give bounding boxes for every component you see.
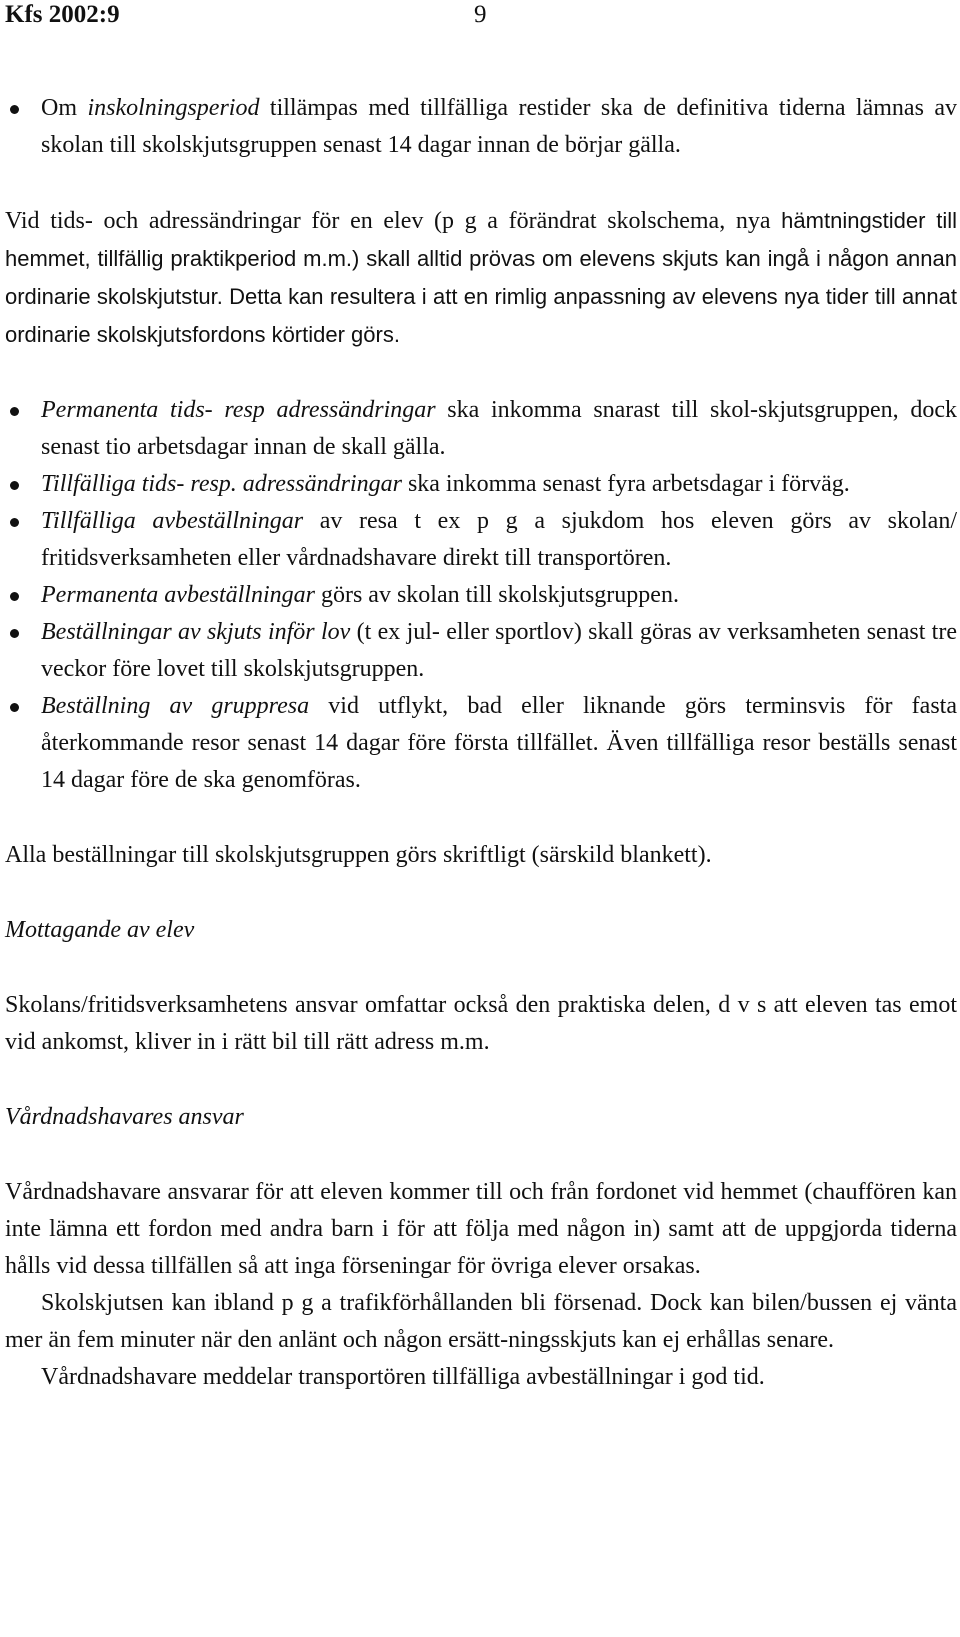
page-header — [5, 0, 957, 30]
paragraph-address-change: Vid tids- och adressändringar för en elev (p g a förändrat skolschema, nya hämtningstider till hemmet, tillfällig praktikperiod m.m.) skall alltid prövas om elevens skjuts kan ingå i någon annan ordinarie skolskjutstur. Detta kan resultera i att en rimlig anpassning av elevens nya tider till annat ordinarie skolskjutsfordons körtider görs. — [5, 208, 958, 347]
paragraph-all-orders: Alla beställningar till skolskjutsgruppen görs skriftligt (särskild blankett). — [5, 842, 712, 868]
document-page — [5, 0, 957, 1396]
heading-guardians: Vårdnadshavares ansvar — [5, 1104, 244, 1130]
paragraph-guardians-1: Vårdnadshavare ansvarar för att eleven kommer till och från fordonet vid hemmet (chauffören kan inte lämna ett fordon med andra barn i för att följa med någon in) samt att de uppgjorda tiderna hålls vid dessa tillfällen så att inga förseningar för övriga elever orsakas. — [5, 1179, 957, 1279]
bullet-temporary-cancellations: Tillfälliga avbeställningar av resa t ex p g a sjukdom hos eleven görs av skolan/ fritidsverksamheten eller vårdnadshavare direkt till transportören. — [5, 503, 957, 577]
bullet-group-travel: Beställning av gruppresa vid utflykt, bad eller liknande görs terminsvis för fasta återkommande resor senast 14 dagar före första tillfället. Även tillfälliga resor beställs senast 14 dagar före de ska genomföras. — [5, 688, 957, 799]
document-id: Kfs 2002:9 — [5, 1, 120, 28]
bullet-inskolning: Om inskolningsperiod tillämpas med tillfälliga restider ska de definitiva tiderna lämnas av skolan till skolskjutsgruppen senast 14 dagar innan de börjar gälla. — [5, 90, 957, 164]
paragraph-guardians-3: Vårdnadshavare meddelar transportören tillfälliga avbeställningar i god tid. — [41, 1364, 765, 1390]
bullet-holiday-orders: Beställningar av skjuts inför lov (t ex jul- eller sportlov) skall göras av verksamheten senast tre veckor före lovet till skolskjutsgruppen. — [5, 614, 957, 688]
paragraph-reception: Skolans/fritidsverksamhetens ansvar omfattar också den praktiska delen, d v s att eleven tas emot vid ankomst, kliver in i rätt bil till rätt adress m.m. — [5, 992, 957, 1055]
heading-reception: Mottagande av elev — [5, 917, 195, 943]
bullet-temporary-changes: Tillfälliga tids- resp. adressändringar ska inkomma senast fyra arbetsdagar i förväg. — [5, 466, 957, 503]
page-number: 9 — [474, 1, 487, 28]
bullet-permanent-cancellations: Permanenta avbeställningar görs av skolan till skolskjutsgruppen. — [5, 577, 957, 614]
bullet-permanent-changes: Permanenta tids- resp adressändringar ska inkomma snarast till skol-skjutsgruppen, dock senast tio arbetsdagar innan de skall gälla. — [5, 392, 957, 466]
paragraph-guardians-2: Skolskjutsen kan ibland p g a trafikförhållanden bli försenad. Dock kan bilen/bussen ej vänta mer än fem minuter när den anlänt och någon ersätt-ningsskjuts kan ej erhållas senare. — [5, 1290, 957, 1353]
